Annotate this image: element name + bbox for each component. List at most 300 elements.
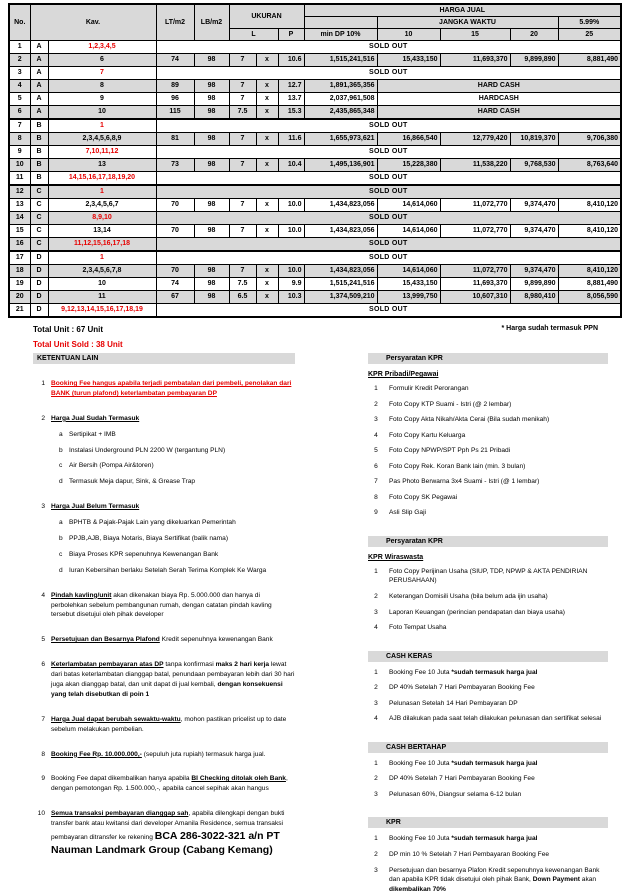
block-letter: D bbox=[30, 304, 48, 318]
total-unit-sold: Total Unit Sold : 38 Unit bbox=[33, 340, 123, 349]
ketentuan-subitem bbox=[51, 461, 295, 471]
width-value: 10.0 bbox=[278, 199, 304, 212]
ketentuan-subitem bbox=[51, 566, 295, 576]
block-letter: A bbox=[30, 67, 48, 80]
row-number: 19 bbox=[9, 278, 30, 291]
text-segment: Booking Fee 10 Juta bbox=[389, 668, 452, 676]
tenor-15-value: 11,693,370 bbox=[440, 278, 510, 291]
kav-numbers: 13,14 bbox=[48, 225, 156, 238]
sold-out-cell: SOLD OUT bbox=[156, 119, 621, 133]
text-segment: Persetujuan dan besarnya Plafon Kredit sepenuhnya kewenangan Bank dan apabila KPR tidak disetujui oleh pihak Bank, bbox=[389, 866, 600, 884]
length-value: 6.5 bbox=[229, 291, 256, 304]
item-number: 7 bbox=[374, 478, 378, 486]
item-number: 1 bbox=[374, 759, 378, 767]
min-dp-value: 1,515,241,516 bbox=[304, 54, 377, 67]
width-value: 10.6 bbox=[278, 54, 304, 67]
header-min-dp: min DP 10% bbox=[304, 29, 377, 41]
block-letter: D bbox=[30, 265, 48, 278]
item-number: 2 bbox=[374, 851, 378, 859]
item-number: 6 bbox=[41, 661, 45, 669]
tenor-20-value: 8,980,410 bbox=[510, 291, 558, 304]
persyaratan-item bbox=[368, 623, 608, 633]
block-letter: D bbox=[30, 291, 48, 304]
subitem-text: BPHTB & Pajak-Pajak Lain yang dikeluarkan Pemerintah bbox=[69, 519, 236, 527]
header-l: L bbox=[229, 29, 278, 41]
text-segment: dikembalikan 70% bbox=[389, 885, 446, 893]
kav-numbers: 1 bbox=[48, 119, 156, 133]
text-segment: Foto Copy Kartu Keluarga bbox=[389, 431, 466, 439]
kav-numbers: 9 bbox=[48, 93, 156, 106]
ketentuan-subitem bbox=[51, 550, 295, 560]
persyaratan-item bbox=[368, 567, 608, 586]
width-value: 13.7 bbox=[278, 93, 304, 106]
kav-numbers: 10 bbox=[48, 278, 156, 291]
summary-row bbox=[33, 325, 598, 334]
text-segment: Semua transaksi pembayaran dianggap sah bbox=[51, 810, 189, 818]
section-subheader: KPR Pribadi/Pegawai bbox=[368, 371, 439, 378]
text-segment: Keterangan Domisili Usaha (bila belum ada ijin usaha) bbox=[389, 593, 548, 601]
text-segment: Booking Fee 10 Juta bbox=[389, 759, 452, 767]
item-text bbox=[389, 668, 608, 678]
length-value: 7 bbox=[229, 54, 256, 67]
persyaratan-item bbox=[368, 683, 608, 693]
persyaratan-item bbox=[368, 462, 608, 472]
persyaratan-item bbox=[368, 850, 608, 860]
subitem-text: Air Bersih (Pompa Air&toren) bbox=[69, 462, 154, 470]
subitem-text: Sertipikat + IMB bbox=[69, 430, 116, 438]
item-text bbox=[389, 866, 608, 894]
text-segment: Foto Copy Akta Nikah/Akta Cerai (Bila sudah menikah) bbox=[389, 416, 550, 424]
item-text bbox=[389, 431, 608, 441]
item-number: 4 bbox=[374, 624, 378, 632]
tenor-10-value: 14,614,060 bbox=[377, 199, 440, 212]
persyaratan-item bbox=[368, 714, 608, 724]
block-letter: C bbox=[30, 225, 48, 238]
item-text bbox=[389, 493, 608, 503]
ketentuan-item bbox=[33, 591, 295, 621]
kav-numbers: 2,3,4,5,6,7,8 bbox=[48, 265, 156, 278]
persyaratan-item bbox=[368, 608, 608, 618]
table-row bbox=[9, 291, 621, 304]
kav-numbers: 9,12,13,14,15,16,17,18,19 bbox=[48, 304, 156, 318]
tenor-25-value: 8,763,640 bbox=[558, 159, 621, 172]
table-row bbox=[9, 119, 621, 133]
table-row bbox=[9, 278, 621, 291]
content-columns bbox=[33, 353, 628, 894]
table-row bbox=[9, 265, 621, 278]
tenor-20-value: 9,899,890 bbox=[510, 278, 558, 291]
header-no: No. bbox=[9, 4, 30, 41]
length-value: 7 bbox=[229, 265, 256, 278]
tenor-25-value: 8,410,120 bbox=[558, 265, 621, 278]
price-table-header bbox=[9, 4, 621, 41]
text-segment: DP 40% Setelah 7 Hari Pembayaran Booking Fee bbox=[389, 775, 535, 783]
lb-value: 98 bbox=[194, 54, 229, 67]
tenor-15-value: 11,538,220 bbox=[440, 159, 510, 172]
subitem-letter: a bbox=[59, 430, 63, 438]
item-text bbox=[51, 774, 295, 794]
header-tenor-20: 20 bbox=[510, 29, 558, 41]
hard-cash-cell: HARD CASH bbox=[377, 80, 621, 93]
times-sign: x bbox=[256, 80, 278, 93]
sold-out-cell: SOLD OUT bbox=[156, 41, 621, 54]
min-dp-value: 1,495,136,901 bbox=[304, 159, 377, 172]
text-segment: (sepuluh juta rupiah) termasuk harga jual. bbox=[141, 750, 266, 758]
row-number: 11 bbox=[9, 172, 30, 186]
item-text bbox=[389, 714, 608, 724]
item-text bbox=[389, 683, 608, 693]
subitem-letter: d bbox=[59, 566, 63, 574]
sold-out-cell: SOLD OUT bbox=[156, 146, 621, 159]
item-number: 2 bbox=[374, 775, 378, 783]
width-value: 15.3 bbox=[278, 106, 304, 120]
text-segment: Booking Fee dapat dikembalikan hanya apabila bbox=[51, 775, 192, 783]
block-letter: B bbox=[30, 172, 48, 186]
tenor-20-value: 9,374,470 bbox=[510, 225, 558, 238]
persyaratan-item bbox=[368, 493, 608, 503]
lt-value: 73 bbox=[156, 159, 194, 172]
tenor-15-value: 11,072,770 bbox=[440, 199, 510, 212]
item-number: 4 bbox=[374, 431, 378, 439]
tenor-10-value: 14,614,060 bbox=[377, 265, 440, 278]
lb-value: 98 bbox=[194, 93, 229, 106]
header-p: P bbox=[278, 29, 304, 41]
table-row bbox=[9, 106, 621, 120]
text-segment: lewat dari batas keterlambatan dianggap batal, penundaan pembayaran lebih dari 30 hari juga akan dianggap batal, dan unit dapat di jual kembali, bbox=[51, 661, 295, 689]
tenor-10-value: 16,866,540 bbox=[377, 133, 440, 146]
times-sign: x bbox=[256, 199, 278, 212]
text-segment: Pas Photo Berwarna 3x4 Suami - Istri (@ 1 lembar) bbox=[389, 478, 540, 486]
persyaratan-item bbox=[368, 759, 608, 769]
persyaratan-section bbox=[368, 651, 608, 724]
persyaratan-section bbox=[368, 353, 608, 518]
length-value: 7.5 bbox=[229, 106, 256, 120]
item-number: 6 bbox=[374, 462, 378, 470]
item-text bbox=[51, 635, 295, 645]
kav-numbers: 1 bbox=[48, 185, 156, 199]
item-text bbox=[389, 477, 608, 487]
ketentuan-item bbox=[33, 774, 295, 794]
ketentuan-item bbox=[33, 660, 295, 700]
tenor-25-value: 9,706,380 bbox=[558, 133, 621, 146]
sold-out-cell: SOLD OUT bbox=[156, 172, 621, 186]
table-row bbox=[9, 133, 621, 146]
item-text bbox=[389, 508, 608, 518]
block-letter: A bbox=[30, 54, 48, 67]
section-header: Persyaratan KPR bbox=[368, 353, 608, 364]
subitem-text: Biaya Proses KPR sepenuhnya Kewenangan Bank bbox=[69, 550, 219, 558]
text-segment: Foto Copy SK Pegawai bbox=[389, 493, 458, 501]
text-segment: dengan konsekuensi yang telah disebutkan di poin 1 bbox=[51, 681, 283, 698]
subitem-text: PPJB,AJB, Biaya Notaris, Biaya Sertifikat (balik nama) bbox=[69, 535, 229, 543]
table-row bbox=[9, 54, 621, 67]
times-sign: x bbox=[256, 54, 278, 67]
min-dp-value: 1,374,509,210 bbox=[304, 291, 377, 304]
text-segment: Pelunasan 60%, Diangsur selama 6-12 bulan bbox=[389, 790, 522, 798]
ketentuan-list bbox=[33, 379, 295, 857]
text-segment: *sudah termasuk harga jual bbox=[451, 835, 538, 843]
header-lb: LB/m2 bbox=[194, 4, 229, 41]
item-text bbox=[389, 415, 608, 425]
tenor-25-value: 8,410,120 bbox=[558, 225, 621, 238]
length-value: 7.5 bbox=[229, 278, 256, 291]
row-number: 10 bbox=[9, 159, 30, 172]
item-number: 3 bbox=[374, 416, 378, 424]
subitem-letter: d bbox=[59, 478, 63, 486]
item-text bbox=[389, 384, 608, 394]
width-value: 9.9 bbox=[278, 278, 304, 291]
item-text bbox=[389, 850, 608, 860]
item-number: 2 bbox=[374, 400, 378, 408]
min-dp-value: 2,435,865,348 bbox=[304, 106, 377, 120]
ketentuan-item bbox=[33, 379, 295, 399]
sold-out-cell: SOLD OUT bbox=[156, 304, 621, 318]
block-letter: A bbox=[30, 106, 48, 120]
item-number: 2 bbox=[41, 414, 45, 422]
block-letter: B bbox=[30, 119, 48, 133]
tenor-10-value: 13,999,750 bbox=[377, 291, 440, 304]
persyaratan-item bbox=[368, 415, 608, 425]
width-value: 10.4 bbox=[278, 159, 304, 172]
header-tenor-10: 10 bbox=[377, 29, 440, 41]
kav-numbers: 10 bbox=[48, 106, 156, 120]
section-subheader: KPR Wiraswasta bbox=[368, 553, 424, 561]
persyaratan-item bbox=[368, 790, 608, 800]
kav-numbers: 1,2,3,4,5 bbox=[48, 41, 156, 54]
table-row bbox=[9, 212, 621, 225]
item-text bbox=[389, 699, 608, 709]
row-number: 12 bbox=[9, 185, 30, 199]
ketentuan-subitem bbox=[51, 446, 295, 456]
row-number: 20 bbox=[9, 291, 30, 304]
section-header: KPR bbox=[368, 817, 608, 828]
text-segment: Asli Slip Gaji bbox=[389, 509, 427, 517]
item-text bbox=[51, 750, 295, 760]
text-segment: akan dikenakan biaya Rp. 5.000.000 dan hanya di perbolehkan sebelum pembangunan rumah, dengan catatan pindah kavling tersebut disetujui oleh pihak developer bbox=[51, 591, 272, 619]
item-text bbox=[389, 592, 608, 602]
item-number: 3 bbox=[374, 699, 378, 707]
item-number: 8 bbox=[374, 493, 378, 501]
item-number: 3 bbox=[374, 790, 378, 798]
item-number: 3 bbox=[41, 503, 45, 511]
persyaratan-item bbox=[368, 446, 608, 456]
row-number: 21 bbox=[9, 304, 30, 318]
text-segment: Keterlambatan pembayaran atas DP bbox=[51, 661, 164, 669]
tenor-10-value: 15,228,380 bbox=[377, 159, 440, 172]
block-letter: B bbox=[30, 133, 48, 146]
block-letter: A bbox=[30, 41, 48, 54]
text-segment: Booking Fee Rp. 10.000.000,- bbox=[51, 750, 142, 758]
table-row bbox=[9, 225, 621, 238]
item-text bbox=[389, 567, 608, 586]
length-value: 7 bbox=[229, 93, 256, 106]
block-letter: D bbox=[30, 251, 48, 265]
text-segment: Laporan Keuangan (perincian pendapatan dan biaya usaha) bbox=[389, 608, 565, 616]
item-text bbox=[51, 809, 295, 857]
item-number: 8 bbox=[41, 750, 45, 758]
table-row bbox=[9, 93, 621, 106]
text-segment: tanpa konfirmasi bbox=[163, 661, 216, 669]
sold-out-cell: SOLD OUT bbox=[156, 251, 621, 265]
subitem-letter: b bbox=[59, 446, 63, 454]
text-segment: Persetujuan dan Besarnya Plafond bbox=[51, 636, 160, 644]
length-value: 7 bbox=[229, 159, 256, 172]
item-text bbox=[389, 608, 608, 618]
min-dp-value: 2,037,961,508 bbox=[304, 93, 377, 106]
width-value: 10.3 bbox=[278, 291, 304, 304]
text-segment: maks 2 hari kerja bbox=[215, 661, 270, 669]
table-row bbox=[9, 41, 621, 54]
text-segment: AJB dilakukan pada saat telah dilakukan pelunasan dan sertifikat selesai bbox=[389, 715, 602, 723]
text-segment: , mohon pastikan pricelist up to date sebelum melakukan pembelian. bbox=[51, 715, 287, 733]
text-segment: Foto Tempat Usaha bbox=[389, 624, 447, 632]
tenor-20-value: 9,768,530 bbox=[510, 159, 558, 172]
row-number: 18 bbox=[9, 265, 30, 278]
row-number: 13 bbox=[9, 199, 30, 212]
ketentuan-item bbox=[33, 502, 295, 575]
table-row bbox=[9, 185, 621, 199]
tenor-20-value: 9,374,470 bbox=[510, 265, 558, 278]
header-harga-jual: HARGA JUAL bbox=[304, 4, 621, 17]
tenor-25-value: 8,881,490 bbox=[558, 278, 621, 291]
text-segment: Foto Copy KTP Suami - Istri (@ 2 lembar) bbox=[389, 400, 512, 408]
table-row bbox=[9, 80, 621, 93]
item-text bbox=[51, 715, 295, 735]
text-segment: BCA 286-3022-321 a/n PT Nauman Landmark Group (Cabang Kemang) bbox=[51, 830, 280, 857]
item-number: 1 bbox=[41, 380, 45, 387]
item-text bbox=[51, 502, 295, 575]
lt-value: 74 bbox=[156, 278, 194, 291]
kav-numbers: 2,3,4,5,6,8,9 bbox=[48, 133, 156, 146]
tenor-10-value: 14,614,060 bbox=[377, 225, 440, 238]
sold-out-cell: SOLD OUT bbox=[156, 185, 621, 199]
table-row bbox=[9, 146, 621, 159]
item-number: 3 bbox=[374, 608, 378, 616]
item-number: 1 bbox=[374, 835, 378, 843]
text-segment: Pelunasan Setelah 14 Hari Pembayaran DP bbox=[389, 699, 518, 707]
section-header: Persyaratan KPR bbox=[368, 536, 608, 547]
ketentuan-column bbox=[33, 353, 295, 857]
item-text bbox=[389, 774, 608, 784]
section-header: CASH BERTAHAP bbox=[368, 742, 608, 753]
table-row bbox=[9, 159, 621, 172]
kav-numbers: 8,9,10 bbox=[48, 212, 156, 225]
lt-value: 74 bbox=[156, 54, 194, 67]
times-sign: x bbox=[256, 106, 278, 120]
block-letter: C bbox=[30, 185, 48, 199]
ketentuan-subitem bbox=[51, 430, 295, 440]
tenor-15-value: 10,607,310 bbox=[440, 291, 510, 304]
tenor-25-value: 8,056,590 bbox=[558, 291, 621, 304]
times-sign: x bbox=[256, 133, 278, 146]
lt-value: 67 bbox=[156, 291, 194, 304]
lb-value: 98 bbox=[194, 133, 229, 146]
times-sign: x bbox=[256, 265, 278, 278]
text-segment: Pindah kavling/unit bbox=[51, 591, 112, 599]
tenor-10-value: 15,433,150 bbox=[377, 278, 440, 291]
text-segment: *sudah termasuk harga jual bbox=[451, 668, 538, 676]
ketentuan-item bbox=[33, 414, 295, 487]
item-number: 4 bbox=[41, 591, 45, 599]
table-row bbox=[9, 67, 621, 80]
min-dp-value: 1,434,823,056 bbox=[304, 199, 377, 212]
lb-value: 98 bbox=[194, 80, 229, 93]
times-sign: x bbox=[256, 93, 278, 106]
ketentuan-item bbox=[33, 809, 295, 857]
length-value: 7 bbox=[229, 80, 256, 93]
min-dp-value: 1,891,365,356 bbox=[304, 80, 377, 93]
ketentuan-item bbox=[33, 635, 295, 645]
kav-numbers: 11 bbox=[48, 291, 156, 304]
item-text bbox=[389, 400, 608, 410]
table-row bbox=[9, 304, 621, 318]
ketentuan-subitem bbox=[51, 477, 295, 487]
kav-numbers: 13 bbox=[48, 159, 156, 172]
persyaratan-item bbox=[368, 668, 608, 678]
item-number: 1 bbox=[374, 385, 378, 392]
persyaratan-item bbox=[368, 774, 608, 784]
text-segment: , dengan pemotongan Rp. 1.500.000,-, apabila cancel sepihak akan hangus bbox=[51, 775, 288, 793]
lb-value: 98 bbox=[194, 199, 229, 212]
text-segment: Harga Jual Belum Termasuk bbox=[51, 503, 140, 511]
lb-value: 98 bbox=[194, 291, 229, 304]
text-segment: DP min 10 % Setelah 7 Hari Pembayaran Booking Fee bbox=[389, 851, 550, 859]
item-text bbox=[389, 623, 608, 633]
persyaratan-item bbox=[368, 508, 608, 518]
item-text bbox=[389, 446, 608, 456]
header-ukuran: UKURAN bbox=[229, 4, 304, 29]
persyaratan-item bbox=[368, 866, 608, 894]
row-number: 7 bbox=[9, 119, 30, 133]
kav-numbers: 7 bbox=[48, 67, 156, 80]
item-number: 9 bbox=[41, 775, 45, 783]
header-lt: LT/m2 bbox=[156, 4, 194, 41]
length-value: 7 bbox=[229, 225, 256, 238]
min-dp-value: 1,434,823,056 bbox=[304, 265, 377, 278]
lt-value: 70 bbox=[156, 265, 194, 278]
block-letter: B bbox=[30, 159, 48, 172]
persyaratan-item bbox=[368, 400, 608, 410]
sold-out-cell: SOLD OUT bbox=[156, 212, 621, 225]
item-text bbox=[389, 759, 608, 769]
item-number: 10 bbox=[37, 810, 45, 818]
width-value: 11.6 bbox=[278, 133, 304, 146]
kav-numbers: 11,12,15,16,17,18 bbox=[48, 238, 156, 252]
kav-numbers: 14,15,16,17,18,19,20 bbox=[48, 172, 156, 186]
lt-value: 70 bbox=[156, 199, 194, 212]
item-number: 4 bbox=[374, 715, 378, 723]
lt-value: 96 bbox=[156, 93, 194, 106]
lt-value: 81 bbox=[156, 133, 194, 146]
item-text bbox=[51, 379, 295, 399]
item-number: 7 bbox=[41, 715, 45, 723]
header-rate: 5.99% bbox=[558, 17, 621, 29]
ketentuan-item bbox=[33, 750, 295, 760]
item-text bbox=[51, 591, 295, 621]
lt-value: 89 bbox=[156, 80, 194, 93]
tenor-10-value: 15,433,150 bbox=[377, 54, 440, 67]
block-letter: A bbox=[30, 93, 48, 106]
ppn-note: * Harga sudah termasuk PPN bbox=[501, 325, 598, 332]
section-header: CASH KERAS bbox=[368, 651, 608, 662]
item-text bbox=[389, 834, 608, 844]
subitem-letter: b bbox=[59, 535, 63, 543]
item-text bbox=[51, 660, 295, 700]
persyaratan-item bbox=[368, 384, 608, 394]
text-segment: Formulir Kredit Perorangan bbox=[389, 385, 469, 392]
item-number: 2 bbox=[374, 593, 378, 601]
text-segment: Kredit sepenuhnya kewenangan Bank bbox=[159, 636, 273, 644]
